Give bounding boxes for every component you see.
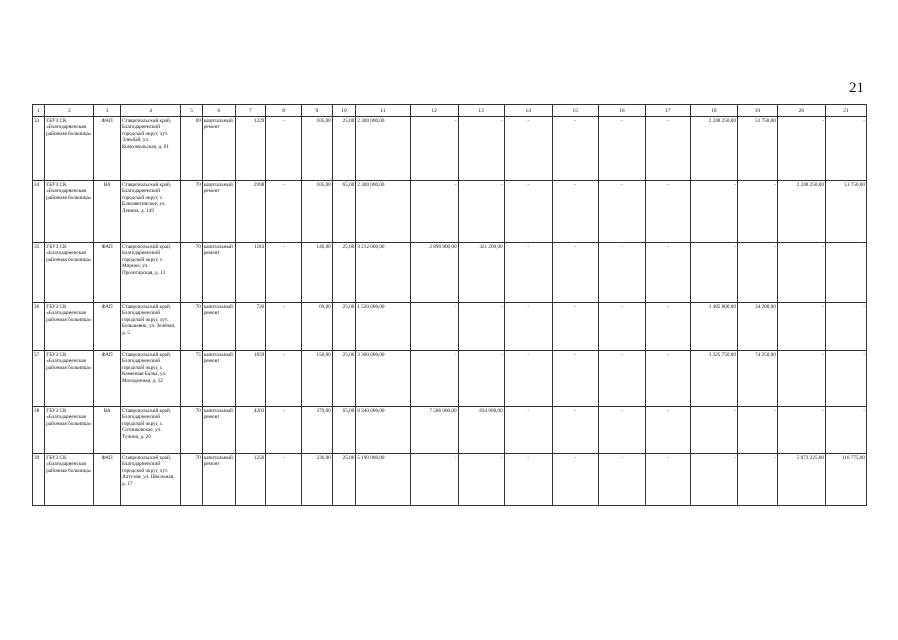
- col-19-amount: -: [737, 181, 777, 243]
- row-number: 36: [33, 303, 45, 351]
- col-15-amount: -: [552, 243, 598, 303]
- col-header: 7: [235, 105, 266, 117]
- col-5-value: 69: [181, 117, 202, 181]
- col-header: 9: [302, 105, 333, 117]
- col-13-amount: -: [458, 117, 504, 181]
- col-19-amount: -: [737, 243, 777, 303]
- institution-name: ГБУЗ СК «Благодарненская районная больница»: [45, 117, 94, 181]
- col-18-amount: -: [690, 243, 737, 303]
- col-header: 6: [202, 105, 235, 117]
- col-20-amount: 2 248 250,00: [777, 181, 825, 243]
- col-18-amount: -: [690, 181, 737, 243]
- col-header: 19: [737, 105, 777, 117]
- col-7-value: 1256: [235, 454, 266, 506]
- address: Ставропольский край, Благодарненский городской округ, с. Сотниковское, ул. Тучина, д. 26: [120, 407, 180, 454]
- col-7-value: 1183: [235, 243, 266, 303]
- col-19-amount: -: [737, 407, 777, 454]
- facility-type: ФАП: [94, 303, 121, 351]
- col-21-amount: -: [825, 351, 866, 407]
- col-13-amount: -: [458, 303, 504, 351]
- col-7-value: 2998: [235, 181, 266, 243]
- total-amount: 2 300 000,00: [356, 117, 410, 181]
- address: Ставропольский край, Благодарненский городской округ, с. Мирное, ул. Пролетарская, д. 13: [120, 243, 180, 303]
- col-17-amount: -: [645, 303, 690, 351]
- col-13-amount: -: [458, 181, 504, 243]
- col-9-value: 69,00: [302, 303, 333, 351]
- col-10-value: 25,00: [332, 303, 356, 351]
- row-number: 37: [33, 351, 45, 407]
- table-row: [33, 303, 867, 351]
- work-type: капитальный ремонт: [202, 117, 235, 181]
- col-header: 1: [33, 105, 45, 117]
- col-21-amount: -: [825, 243, 866, 303]
- col-5-value: 70: [181, 407, 202, 454]
- col-18-amount: -: [690, 407, 737, 454]
- col-16-amount: -: [598, 351, 645, 407]
- col-19-amount: 74 250,00: [737, 351, 777, 407]
- work-type: капитальный ремонт: [202, 407, 235, 454]
- col-21-amount: 51 750,00: [825, 181, 866, 243]
- col-8-value: -: [266, 243, 302, 303]
- col-18-amount: 1 485 800,00: [690, 303, 737, 351]
- col-21-amount: -: [825, 303, 866, 351]
- col-18-amount: 2 248 250,00: [690, 117, 737, 181]
- col-9-value: 379,00: [302, 407, 333, 454]
- col-14-amount: -: [504, 181, 552, 243]
- col-5-value: 70: [181, 454, 202, 506]
- col-header: 10: [332, 105, 356, 117]
- facility-type: ФАП: [94, 351, 121, 407]
- col-14-amount: -: [504, 243, 552, 303]
- col-header: 2: [45, 105, 94, 117]
- col-header: 12: [410, 105, 458, 117]
- total-amount: 2 300 000,00: [356, 181, 410, 243]
- col-12-amount: 2 890 800,00: [410, 243, 458, 303]
- col-12-amount: -: [410, 181, 458, 243]
- col-21-amount: 116 775,00: [825, 454, 866, 506]
- col-20-amount: -: [777, 303, 825, 351]
- header-row: [33, 105, 867, 117]
- col-7-value: 726: [235, 303, 266, 351]
- col-13-amount: -: [458, 454, 504, 506]
- col-14-amount: -: [504, 303, 552, 351]
- col-12-amount: -: [410, 117, 458, 181]
- col-13-amount: -: [458, 351, 504, 407]
- address: Ставропольский край, Благодарненский городской округ, хут. Большевик, ул. Зелёная, д. 5: [120, 303, 180, 351]
- table-row: [33, 243, 867, 303]
- col-16-amount: -: [598, 454, 645, 506]
- institution-name: ГБУЗ СК «Благодарненская районная больница»: [45, 243, 94, 303]
- col-14-amount: -: [504, 117, 552, 181]
- col-12-amount: -: [410, 303, 458, 351]
- col-header: 8: [266, 105, 302, 117]
- col-8-value: -: [266, 454, 302, 506]
- col-header: 14: [504, 105, 552, 117]
- col-20-amount: -: [777, 351, 825, 407]
- facility-type: ВА: [94, 407, 121, 454]
- col-9-value: 105,00: [302, 117, 333, 181]
- institution-name: ГБУЗ СК «Благодарненская районная больница»: [45, 454, 94, 506]
- table-row: [33, 351, 867, 407]
- col-5-value: 70: [181, 303, 202, 351]
- col-19-amount: 34 200,00: [737, 303, 777, 351]
- col-16-amount: -: [598, 407, 645, 454]
- col-15-amount: -: [552, 407, 598, 454]
- row-number: 33: [33, 117, 45, 181]
- col-5-value: 70: [181, 243, 202, 303]
- col-13-amount: 834 000,00: [458, 407, 504, 454]
- col-12-amount: 7 506 000,00: [410, 407, 458, 454]
- address: Ставропольский край, Благодарненский городской округ, хут. Элеьбай, ул. Комсомольская, д. 61: [120, 117, 180, 181]
- col-9-value: 150,00: [302, 351, 333, 407]
- col-header: 17: [645, 105, 690, 117]
- col-17-amount: -: [645, 351, 690, 407]
- col-20-amount: -: [777, 407, 825, 454]
- table-row: [33, 117, 867, 181]
- col-5-value: 75: [181, 351, 202, 407]
- col-8-value: -: [266, 303, 302, 351]
- work-type: капитальный ремонт: [202, 303, 235, 351]
- col-17-amount: -: [645, 454, 690, 506]
- col-7-value: 1229: [235, 117, 266, 181]
- page-number: 21: [849, 80, 864, 96]
- col-16-amount: -: [598, 181, 645, 243]
- capital-repair-table: [32, 104, 867, 506]
- facility-type: ВА: [94, 181, 121, 243]
- col-21-amount: -: [825, 407, 866, 454]
- work-type: капитальный ремонт: [202, 243, 235, 303]
- col-14-amount: -: [504, 351, 552, 407]
- total-amount: 1 520 000,00: [356, 303, 410, 351]
- col-16-amount: -: [598, 117, 645, 181]
- col-header: 16: [598, 105, 645, 117]
- col-17-amount: -: [645, 243, 690, 303]
- col-10-value: 25,00: [332, 243, 356, 303]
- col-20-amount: -: [777, 117, 825, 181]
- col-21-amount: -: [825, 117, 866, 181]
- total-amount: 3 300 000,00: [356, 351, 410, 407]
- row-number: 35: [33, 243, 45, 303]
- col-header: 5: [181, 105, 202, 117]
- row-number: 34: [33, 181, 45, 243]
- col-14-amount: -: [504, 454, 552, 506]
- col-7-value: 4203: [235, 407, 266, 454]
- col-18-amount: 3 225 750,00: [690, 351, 737, 407]
- col-10-value: 65,00: [332, 181, 356, 243]
- institution-name: ГБУЗ СК «Благодарненская районная больница»: [45, 407, 94, 454]
- col-10-value: 25,00: [332, 351, 356, 407]
- col-header: 4: [120, 105, 180, 117]
- institution-name: ГБУЗ СК «Благодарненская районная больница»: [45, 303, 94, 351]
- col-15-amount: -: [552, 351, 598, 407]
- institution-name: ГБУЗ СК «Благодарненская районная больница»: [45, 181, 94, 243]
- col-10-value: 65,00: [332, 407, 356, 454]
- col-20-amount: 5 073 225,00: [777, 454, 825, 506]
- institution-name: ГБУЗ СК «Благодарненская районная больница»: [45, 351, 94, 407]
- col-header: 11: [356, 105, 410, 117]
- table-row: [33, 454, 867, 506]
- col-15-amount: -: [552, 303, 598, 351]
- col-8-value: -: [266, 117, 302, 181]
- work-type: капитальный ремонт: [202, 351, 235, 407]
- col-17-amount: -: [645, 181, 690, 243]
- col-16-amount: -: [598, 303, 645, 351]
- table-row: [33, 407, 867, 454]
- total-amount: 3 212 000,00: [356, 243, 410, 303]
- col-header: 18: [690, 105, 737, 117]
- address: Ставропольский край, Благодарненский городской округ, с. Каменная Балка, ул. Молодежная, д. 32: [120, 351, 180, 407]
- col-10-value: 25,00: [332, 117, 356, 181]
- col-13-amount: 321 200,00: [458, 243, 504, 303]
- col-18-amount: -: [690, 454, 737, 506]
- col-20-amount: -: [777, 243, 825, 303]
- col-8-value: -: [266, 181, 302, 243]
- address: Ставропольский край, Благодарненский городской округ, хут. Алтухов, ул. Школьная, д. 17: [120, 454, 180, 506]
- col-10-value: 25,00: [332, 454, 356, 506]
- col-5-value: 70: [181, 181, 202, 243]
- col-header: 21: [825, 105, 866, 117]
- col-7-value: 1859: [235, 351, 266, 407]
- row-number: 39: [33, 454, 45, 506]
- row-number: 38: [33, 407, 45, 454]
- col-9-value: 105,00: [302, 181, 333, 243]
- col-header: 20: [777, 105, 825, 117]
- col-header: 13: [458, 105, 504, 117]
- table-row: [33, 181, 867, 243]
- col-16-amount: -: [598, 243, 645, 303]
- total-amount: 8 340 000,00: [356, 407, 410, 454]
- facility-type: ФАП: [94, 117, 121, 181]
- col-17-amount: -: [645, 407, 690, 454]
- work-type: капитальный ремонт: [202, 181, 235, 243]
- total-amount: 5 190 000,00: [356, 454, 410, 506]
- col-19-amount: 51 750,00: [737, 117, 777, 181]
- work-type: капитальный ремонт: [202, 454, 235, 506]
- facility-type: ФАП: [94, 454, 121, 506]
- col-14-amount: -: [504, 407, 552, 454]
- col-9-value: 146,00: [302, 243, 333, 303]
- col-12-amount: -: [410, 351, 458, 407]
- address: Ставропольский край, Благодарненский городской округ, с. Елизаветинское, ул. Ленина, д. 149: [120, 181, 180, 243]
- col-9-value: 236,00: [302, 454, 333, 506]
- col-header: 3: [94, 105, 121, 117]
- col-8-value: -: [266, 351, 302, 407]
- col-15-amount: -: [552, 181, 598, 243]
- col-17-amount: -: [645, 117, 690, 181]
- col-8-value: -: [266, 407, 302, 454]
- col-19-amount: -: [737, 454, 777, 506]
- facility-type: ФАП: [94, 243, 121, 303]
- col-12-amount: -: [410, 454, 458, 506]
- col-15-amount: -: [552, 117, 598, 181]
- col-15-amount: -: [552, 454, 598, 506]
- col-header: 15: [552, 105, 598, 117]
